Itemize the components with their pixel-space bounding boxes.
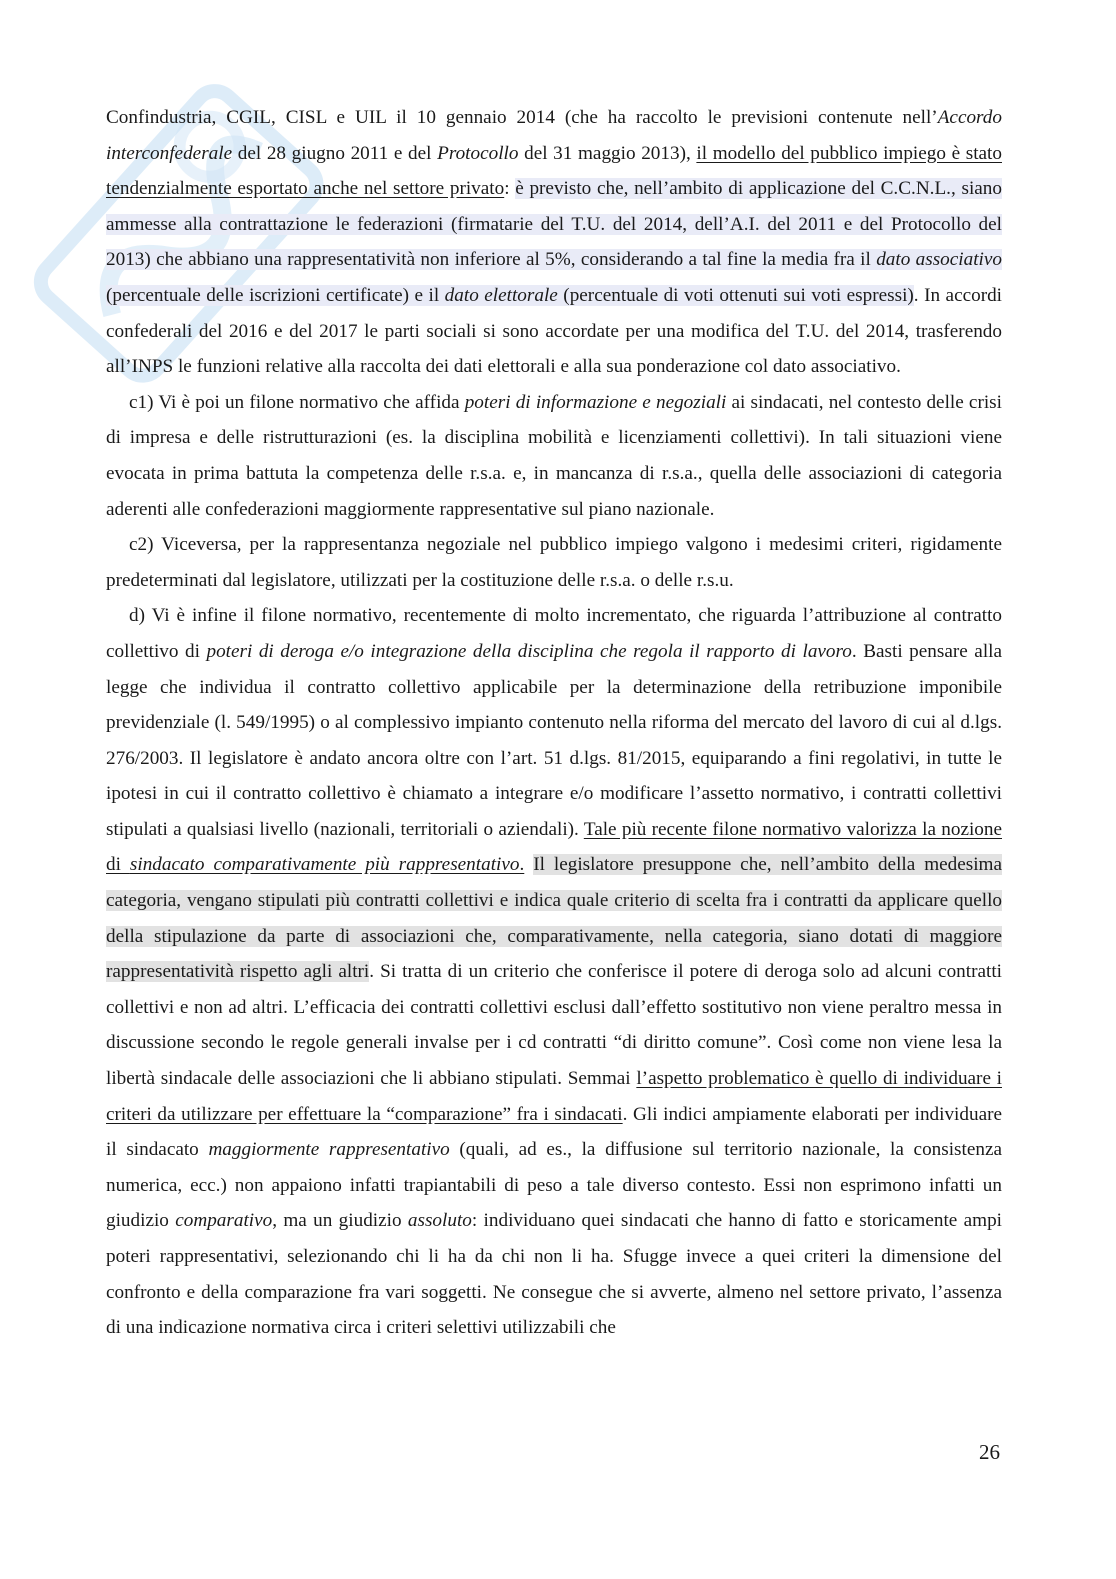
highlighted-text: è previsto che, nell’ambito di applicazione del C.C.N.L., siano ammesse alla contrattazione le federazioni (firmatarie del T.U. del 2014, dell’A.I. del 2011 e del Protocollo del 2013) che abbiano una rappresentatività non inferiore al 5%, considerando a tal fine la media fra il dato associativo (percentuale delle iscrizioni certificate) e il dato elettorale (percentuale di voti ottenuti sui voti espressi) (106, 178, 1002, 306)
paragraph: c2) Viceversa, per la rappresentanza negoziale nel pubblico impiego valgono i medesimi criteri, rigidamente predeterminati dal legislatore, utilizzati per la costituzione delle r.s.a. o delle r.s.u. (106, 534, 1002, 591)
paragraph: Confindustria, CGIL, CISL e UIL il 10 gennaio 2014 (che ha raccolto le previsioni contenute nell’Accordo interconfederale del 28 giugno 2011 e del Protocollo del 31 maggio 2013), il modello del pubblico impiego è stato tendenzialmente esportato anche nel settore privato: è previsto che, nell’ambito di applicazione del C.C.N.L., siano ammesse alla contrattazione le federazioni (firmatarie del T.U. del 2014, dell’A.I. del 2011 e del Protocollo del 2013) che abbiano una rappresentatività non inferiore al 5%, considerando a tal fine la media fra il dato associativo (percentuale delle iscrizioni certificate) e il dato elettorale (percentuale di voti ottenuti sui voti espressi). In accordi confederali del 2016 e del 2017 le parti sociali si sono accordate per una modifica del T.U. del 2014, trasferendo all’INPS le funzioni relative alla raccolta dei dati elettorali e alla sua ponderazione col dato associativo. (106, 107, 1003, 378)
page-body (106, 100, 1002, 1346)
highlighted-text: Il legislatore presuppone che, nell’ambito della medesima categoria, vengano stipulati più contratti collettivi e indica quale criterio di scelta fra i contratti da applicare quello della stipulazione da parte di associazioni che, comparativamente, nella categoria, siano dotati di maggiore rappresentatività rispetto agli altri (106, 854, 1002, 983)
underlined-text: Tale più recente filone normativo valorizza la nozione di sindacato comparativamente più rappresentativo. (106, 818, 1002, 876)
underlined-text: l’aspetto problematico è quello di individuare i criteri da utilizzare per effettuare la “comparazione” fra i sindacati (106, 1068, 1002, 1125)
paragraph: d) Vi è infine il filone normativo, recentemente di molto incrementato, che riguarda l’attribuzione al contratto collettivo di poteri di deroga e/o integrazione della disciplina che regola il rapporto di lavoro. Basti pensare alla legge che individua il contratto collettivo applicabile per la determinazione della retribuzione imponibile previdenziale (l. 549/1995) o al complessivo impianto contenuto nella riforma del mercato del lavoro di cui al d.lgs. 276/2003. Il legislatore è andato ancora oltre con l’art. 51 d.lgs. 81/2015, equiparando a fini regolativi, in tutte le ipotesi in cui il contratto collettivo è chiamato a integrare e/o modificare l’assetto normativo, i contratti collettivi stipulati a qualsiasi livello (nazionali, territoriali o aziendali). Tale più recente filone normativo valorizza la nozione di sindacato comparativamente più rappresentativo. Il legislatore presuppone che, nell’ambito della medesima categoria, vengano stipulati più contratti collettivi e indica quale criterio di scelta fra i contratti da applicare quello della stipulazione da parte di associazioni che, comparativamente, nella categoria, siano dotati di maggiore rappresentatività rispetto agli altri. Si tratta di un criterio che conferisce il potere di deroga solo ad alcuni contratti collettivi e non ad altri. L’efficacia dei contratti collettivi esclusi dall’effetto sostitutivo non viene peraltro messa in discussione secondo le regole generali invalse per i cd contratti “di diritto comune”. Così come non viene lesa la libertà sindacale delle associazioni che li abbiano stipulati. Semmai l’aspetto problematico è quello di individuare i criteri da utilizzare per effettuare la “comparazione” fra i sindacati. Gli indici ampiamente elaborati per individuare il sindacato maggiormente rappresentativo (quali, ad es., la diffusione sul territorio nazionale, la consistenza numerica, ecc.) non appaiono infatti trapiantabili di peso a tale diverso contesto. Essi non esprimono infatti un giudizio comparativo, ma un giudizio assoluto: individuano quei sindacati che hanno di fatto e storicamente ampi poteri rappresentativi, selezionando chi li ha da chi non li ha. Sfugge invece a quei criteri la dimensione del confronto e della comparazione fra vari soggetti. Ne consegue che si avverte, almeno nel settore privato, l’assenza di una indicazione normativa circa i criteri selettivi utilizzabili che (106, 605, 1003, 1339)
underlined-text: il modello del pubblico impiego è stato tendenzialmente esportato anche nel settore privato (106, 142, 1002, 200)
page-number: 26 (979, 1440, 1000, 1464)
paragraph: c1) Vi è poi un filone normativo che affida poteri di informazione e negoziali ai sindacati, nel contesto delle crisi di impresa e delle ristrutturazioni (es. la disciplina mobilità e licenziamenti collettivi). In tali situazioni viene evocata in prima battuta la competenza delle r.s.a. e, in mancanza di r.s.a., quella delle associazioni di categoria aderenti alle confederazioni maggiormente rappresentative sul piano nazionale. (106, 391, 1002, 520)
